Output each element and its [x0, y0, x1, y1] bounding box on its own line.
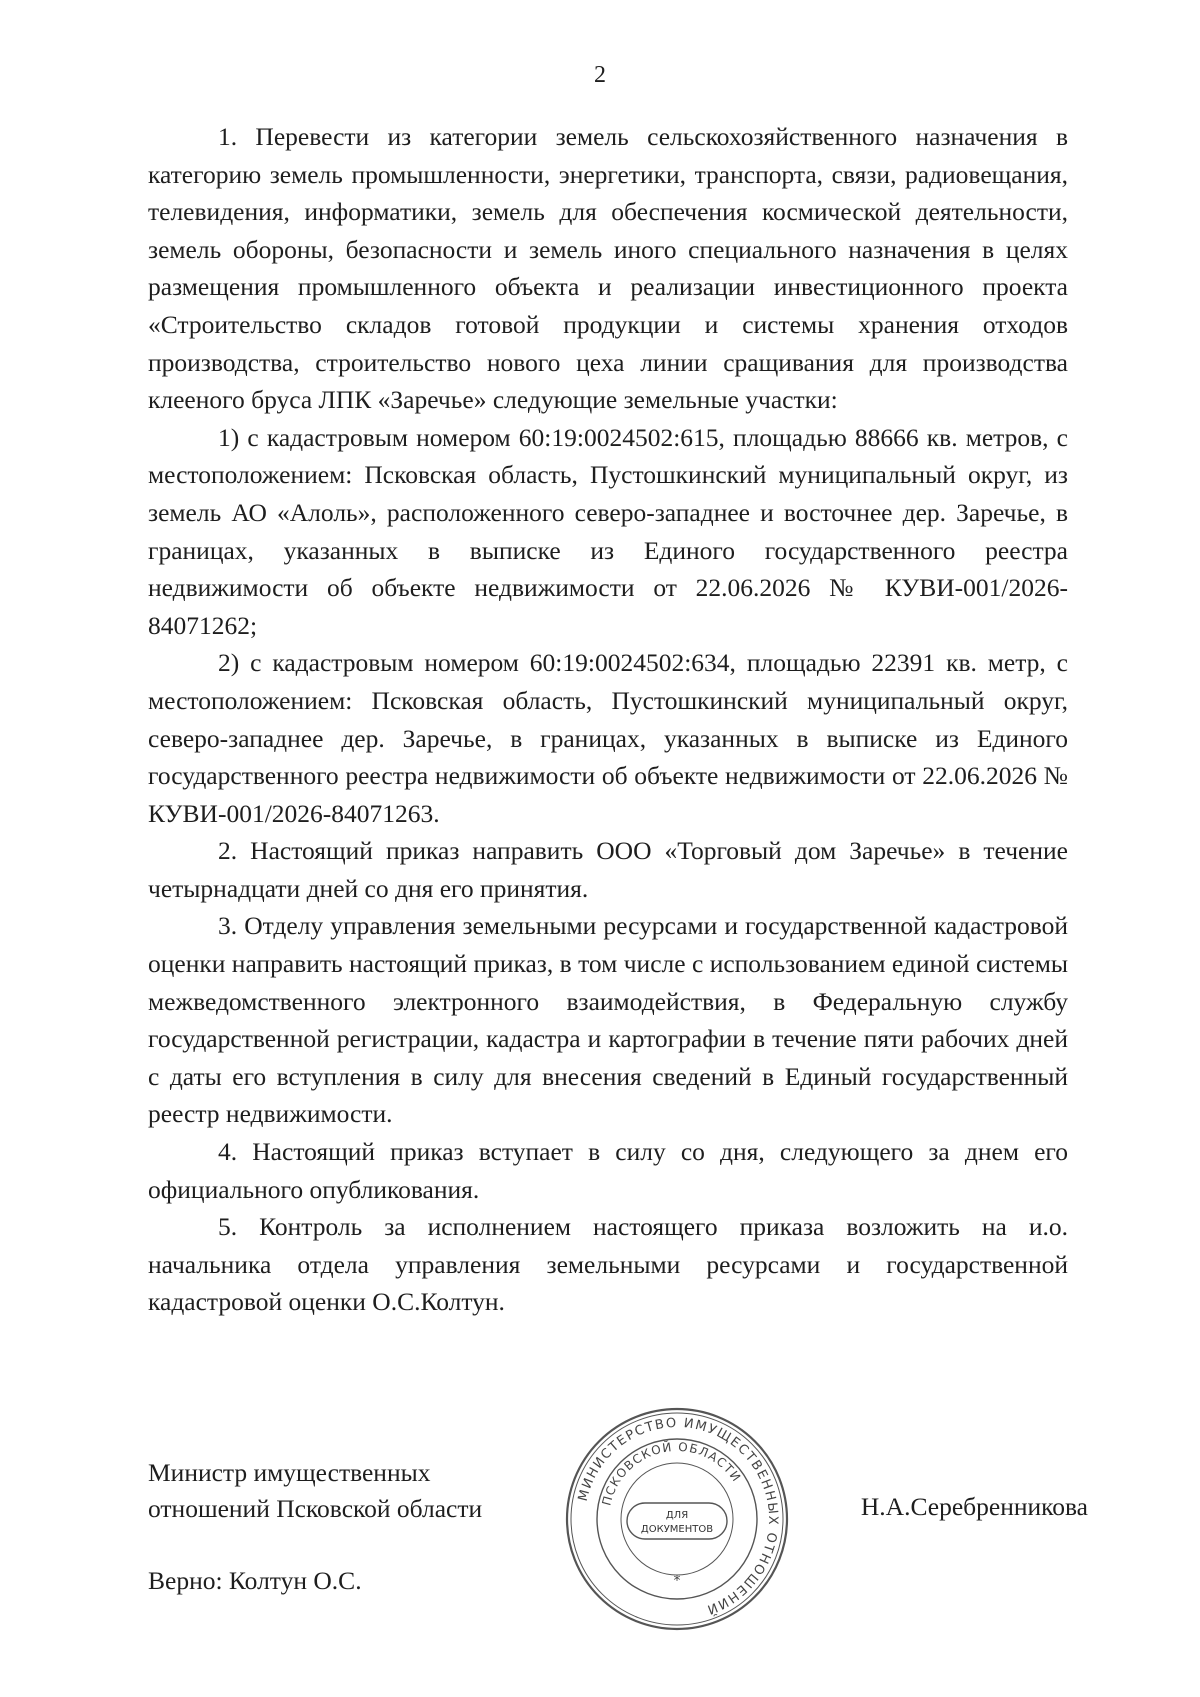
signatory-position-line-2: отношений Псковской области	[148, 1494, 483, 1523]
signatory-position	[148, 1455, 482, 1527]
seal-center-line-2: ДОКУМЕНТОВ	[640, 1524, 714, 1535]
verification-note: Верно: Колтун О.С.	[148, 1566, 362, 1595]
seal-outer-text: МИНИСТЕРСТВО ИМУЩЕСТВЕННЫХ ОТНОШЕНИЙ	[575, 1415, 781, 1618]
paragraph-1-item-1: 1) с кадастровым номером 60:19:0024502:615, площадью 88666 кв. метров, с местоположением: Псковская область, Пустошкинский муниципальный округ, из земель АО «Алоль», расположенного северо-западнее и восточнее дер. Заречье, в границах, указанных в выписке из Единого государственного реестра недвижимости об объекте недвижимости от 22.06.2026 № КУВИ-001/2026-84071262;	[148, 422, 1068, 640]
signatory-position-line-1: Министр имущественных	[148, 1458, 431, 1487]
paragraph-1-item-2: 2) с кадастровым номером 60:19:0024502:634, площадью 22391 кв. метр, с местоположением: Псковская область, Пустошкинский муниципальный округ, северо-западнее дер. Заречье, в границах, указанных в выписке из Единого государственного реестра недвижимости об объекте недвижимости от 22.06.2026 № КУВИ-001/2026-84071263.	[148, 648, 1068, 828]
document-body	[148, 118, 1068, 1321]
signatory-name: Н.А.Серебренникова	[860, 1492, 1088, 1521]
paragraph-4: 4. Настоящий приказ вступает в силу со дня, следующего за днем его официального опубликования.	[148, 1137, 1068, 1204]
star-icon: *	[673, 1573, 681, 1589]
seal-inner-text: ПСКОВСКОЙ ОБЛАСТИ	[599, 1439, 744, 1508]
page-number: 2	[594, 62, 606, 88]
paragraph-1: 1. Перевести из категории земель сельскохозяйственного назначения в категорию земель промышленности, энергетики, транспорта, связи, радиовещания, телевидения, информатики, земель для обеспечения космической деятельности, земель обороны, безопасности и земель иного специального назначения в целях размещения промышленного объекта и реализации инвестиционного проекта «Строительство складов готовой продукции и системы хранения отходов производства, строительство нового цеха линии сращивания для производства клееного бруса ЛПК «Заречье» следующие земельные участки:	[148, 122, 1068, 415]
paragraph-5: 5. Контроль за исполнением настоящего приказа возложить на и.о. начальника отдела управления земельными ресурсами и государственной кадастровой оценки О.С.Колтун.	[148, 1212, 1068, 1317]
official-seal	[563, 1405, 791, 1633]
seal-center-line-1: ДЛЯ	[665, 1510, 689, 1521]
paragraph-3: 3. Отделу управления земельными ресурсами и государственной кадастровой оценки направить настоящий приказ, в том числе с использованием единой системы межведомственного электронного взаимодействия, в Федеральную службу государственной регистрации, кадастра и картографии в течение пяти рабочих дней с даты его вступления в силу для внесения сведений в Единый государственный реестр недвижимости.	[148, 911, 1068, 1129]
paragraph-2: 2. Настоящий приказ направить ООО «Торговый дом Заречье» в течение четырнадцати дней со дня его принятия.	[148, 836, 1068, 903]
